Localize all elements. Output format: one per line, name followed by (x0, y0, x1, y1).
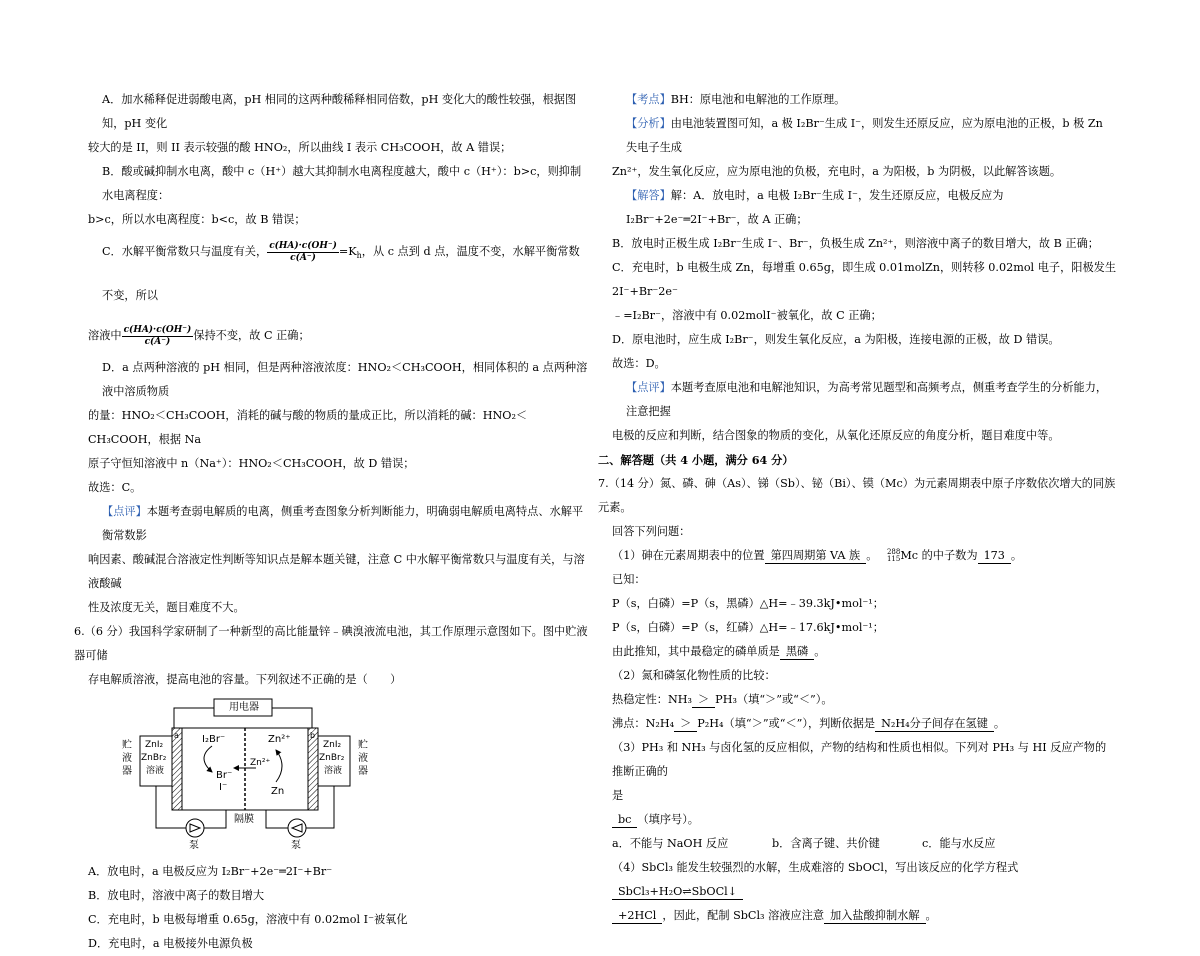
zn2-top-label: Zn²⁺ (268, 734, 291, 746)
q5-option-a-line1: A．加水稀释促进弱酸电离，pH 相同的这两种酸稀释相同倍数，pH 变化大的酸性较强，根据图知，pH 变化 (102, 93, 577, 130)
dianping-line1: 【点评】本题考查原电池和电解池知识，为高考常见题型和高频考点，侧重考查学生的分析能力，注意把握 (626, 381, 1108, 418)
q7-part3-line1: （3）PH₃ 和 NH₃ 与卤化氢的反应相似，产物的结构和性质也相似。下列对 PH₃ 与 HI 反应产物的推断正确的 (612, 741, 1107, 778)
q6-option-d: D．充电时，a 电极接外电源负极 (88, 937, 253, 951)
right-solution-1: ZnI₂ (323, 740, 342, 751)
q7-stem-line1: 7.（14 分）氮、磷、砷（As）、锑（Sb）、铋（Bi）、镆（Mc）为元素周期表中原子序数依次增大的同族元素。 (598, 477, 1116, 514)
q7-stem-line2: 回答下列问题： (612, 525, 691, 538)
pump-left-label: 泵 (189, 840, 199, 852)
left-solution-3: 溶液 (146, 766, 165, 777)
jieda-line-c1: C．充电时，b 电极生成 Zn，每增重 0.65g，即生成 0.01molZn，则转移 0.02mol 电子，阳极发生 2I⁻+Br⁻2e⁻ (612, 261, 1117, 298)
q6-option-c: C．充电时，b 电极每增重 0.65g，溶液中有 0.02mol I⁻被氧化 (88, 913, 408, 927)
q7-part1: （1）砷在元素周期表中的位置 第四周期第 VA 族 。 288 115 Mc 的中子数为 173 。 (612, 548, 1023, 563)
membrane-label: 隔膜 (234, 814, 254, 826)
q5-option-d-line3: 原子守恒知溶液中 n（Na⁺）：HNO₂＜CH₃COOH，故 D 错误； (88, 457, 415, 471)
q7-part2: （2）氮和磷氢化物性质的比较： (612, 669, 776, 682)
q7-stable-line: 由此推知，其中最稳定的磷单质是 黑磷 。 (612, 645, 826, 658)
dianping-line2: 电极的反应和判断，结合图象的物质的变化，从氧化还原反应的角度分析，题目难度中等。 (612, 429, 1060, 442)
appliance-label: 用电器 (229, 702, 259, 714)
left-solution-2: ZnBr₂ (141, 753, 167, 764)
jieda-line-b: B．放电时正极生成 I₂Br⁻生成 I⁻、Br⁻，负极生成 Zn²⁺，则溶液中离子的数目增大，故 B 正确； (612, 237, 1099, 250)
equation-1: P（s，白磷）=P（s，黑磷）△H=﹣39.3kJ•mol⁻¹； (612, 597, 884, 610)
q5-option-c-line2: 溶液中 $\frac{c(HA)\cdot c(OH^-)}{c(A^-)}$ 保持不变，故 C 正确； (88, 324, 310, 347)
jieda-line-a: 【解答】解：A．放电时，a 电极 I₂Br⁻生成 I⁻，发生还原反应，电极反应为 I₂Br⁻+2e⁻═2I⁻+Br⁻，故 A 正确； (626, 189, 1004, 226)
electrode-b-label: b (310, 731, 316, 741)
q5-review-line2: 响因素、酸碱混合溶液定性判断等知识点是解本题关键，注意 C 中水解平衡常数只与温度有关，与溶液酸碱 (88, 553, 585, 591)
left-column (74, 88, 590, 956)
zn-label: Zn (271, 786, 285, 798)
q7-part3-line3: bc （填序号）。 (612, 808, 1117, 832)
i2br-label: I₂Br⁻ (202, 734, 226, 746)
q5-option-a-line2: 较大的是 II，则 II 表示较强的酸 HNO₂，所以曲线 I 表示 CH₃COOH，故 A 错误； (88, 141, 512, 154)
fraction-kh: $\frac{c(HA)\cdot c(OH^-)}{c(A^-)}$ (269, 240, 337, 263)
left-tank-label-2: 液 (122, 753, 132, 765)
electrode-a-label: a (174, 731, 179, 741)
q5-review-line1: 【点评】本题考查弱电解质的电离，侧重考查图象分析判断能力，明确弱电解质电离特点、水解平衡常数影 (102, 505, 584, 543)
q7-thermal-answer: ＞ (692, 693, 715, 708)
known-label: 已知： (612, 573, 646, 586)
br-label: Br⁻ (216, 770, 233, 782)
q7-boiling-answer: ＞ (674, 717, 697, 732)
i-label: I⁻ (219, 782, 228, 794)
fenxi-line2: Zn²⁺，发生氧化反应，应为原电池的负极，充电时，a 为阳极，b 为阴极，以此解答该题。 (612, 165, 1062, 178)
section-2-heading: 二、解答题（共 4 小题，满分 64 分） (598, 453, 794, 467)
zn2-mid-label: Zn²⁺ (250, 758, 271, 769)
q5-option-d-line2: 的量：HNO₂＜CH₃COOH，消耗的碱与酸的物质的量成正比，所以消耗的碱：HNO₂＜CH₃COOH，根据 Na (88, 409, 528, 447)
q7-part3-answer: bc (612, 813, 637, 828)
q7-part4-line2: +2HCl ，因此，配制 SbCl₃ 溶液应注意 加入盐酸抑制水解 。 (612, 904, 1117, 928)
battery-diagram (116, 696, 376, 856)
jieda-line-c2: ﹣=I₂Br⁻，溶液中有 0.02molI⁻被氧化，故 C 正确； (612, 309, 882, 322)
jieda-answer: 故选：D。 (612, 357, 666, 370)
q5-option-d-line1: D．a 点两种溶液的 pH 相同，但是两种溶液浓度：HNO₂＜CH₃COOH，相同体积的 a 点两种溶液中溶质物质 (102, 361, 588, 399)
fenxi-tag: 【分析】 (626, 117, 671, 130)
right-tank-label-3: 器 (358, 766, 368, 778)
q7-option-c: c．能与水反应 (922, 837, 996, 850)
q7-option-a: a．不能与 NaOH 反应 (612, 837, 729, 850)
q7-stable-answer: 黑磷 (780, 645, 814, 660)
fenxi-line1: 【分析】由电池装置图可知，a 极 I₂Br⁻生成 I⁻，则发生还原反应，应为原电池的正极，b 极 Zn 失电子生成 (626, 117, 1103, 154)
q5-option-b-line1: B．酸或碱抑制水电离，酸中 c（H⁺）越大其抑制水电离程度越大，酸中 c（H⁺）：b>c，则抑制水电离程度： (102, 165, 582, 202)
q7-part4-line1: （4）SbCl₃ 能发生较强烈的水解，生成难溶的 SbOCl，写出该反应的化学方程式SbCl₃+H₂O⇌SbOCl↓ (612, 861, 1019, 898)
right-tank-label-1: 贮 (358, 740, 368, 752)
right-tank-label-2: 液 (358, 753, 368, 765)
q5-option-c-line1: C．水解平衡常数只与温度有关， $\frac{c(HA)\cdot c(OH^-)}{c(A^-)}$ $=K_h$，从 c 点到 d 点，温度不变，水解平衡常数不变，所以 (102, 240, 580, 303)
q7-boiling-reason: N₂H₄分子间存在氢键 (875, 717, 994, 732)
review-tag: 【点评】 (102, 505, 147, 519)
q7-part3-line2: 是 (612, 789, 624, 802)
right-solution-2: ZnBr₂ (319, 753, 345, 764)
q7-option-b: b．含离子键、共价键 (772, 837, 880, 850)
pump-right-label: 泵 (291, 840, 301, 852)
q5-review-line3: 性及浓度无关，题目难度不大。 (88, 601, 245, 615)
dianping-tag: 【点评】 (626, 381, 671, 394)
equation-2: P（s，白磷）=P（s，红磷）△H=﹣17.6kJ•mol⁻¹； (612, 621, 884, 634)
mc-nuclide: 288 115 (886, 548, 901, 563)
right-column (598, 88, 1117, 928)
q7-part3-options (612, 832, 1117, 856)
left-tank-label-1: 贮 (122, 740, 132, 752)
left-tank-label-3: 器 (122, 766, 132, 778)
fraction-ratio: $\frac{c(HA)\cdot c(OH^-)}{c(A^-)}$ (123, 324, 192, 347)
kaodian-tag: 【考点】 (626, 93, 671, 106)
q7-part4-answer2: 加入盐酸抑制水解 (824, 909, 926, 924)
right-solution-3: 溶液 (324, 766, 343, 777)
left-solution-1: ZnI₂ (145, 740, 164, 751)
q7-part4-answer1b: +2HCl (612, 909, 662, 924)
q7-thermal-line: 热稳定性：NH₃ ＞ PH₃（填“＞”或“＜”）。 (612, 693, 833, 706)
jieda-tag: 【解答】 (626, 189, 671, 202)
q7-part1-answer1: 第四周期第 VA 族 (765, 549, 867, 564)
kaodian-line: 【考点】BH：原电池和电解池的工作原理。 (626, 93, 846, 106)
jieda-line-d: D．原电池时，应生成 I₂Br⁻，则发生氧化反应，a 为阳极，连接电源的正极，故 D 错误。 (612, 333, 1060, 346)
q7-part1-answer2: 173 (978, 549, 1011, 564)
q6-stem-line1: 6.（6 分）我国科学家研制了一种新型的高比能量锌﹣碘溴液流电池，其工作原理示意图如下。图中贮液器可储 (74, 625, 588, 663)
q6-stem-line2: 存电解质溶液，提高电池的容量。下列叙述不正确的是（ ） (88, 673, 402, 687)
q7-boiling-line: 沸点：N₂H₄ ＞ P₂H₄（填“＞”或“＜”），判断依据是 N₂H₄分子间存在氢键 。 (612, 717, 1006, 730)
q6-option-b: B．放电时，溶液中离子的数目增大 (88, 889, 265, 903)
q7-part4-answer1: SbCl₃+H₂O⇌SbOCl↓ (612, 885, 743, 900)
q5-option-b-line2: b>c，所以水电离程度：b<c，故 B 错误； (88, 213, 306, 226)
q6-option-a: A．放电时，a 电极反应为 I₂Br⁻+2e⁻═2I⁻+Br⁻ (88, 865, 333, 879)
q5-answer: 故选：C。 (88, 481, 142, 495)
